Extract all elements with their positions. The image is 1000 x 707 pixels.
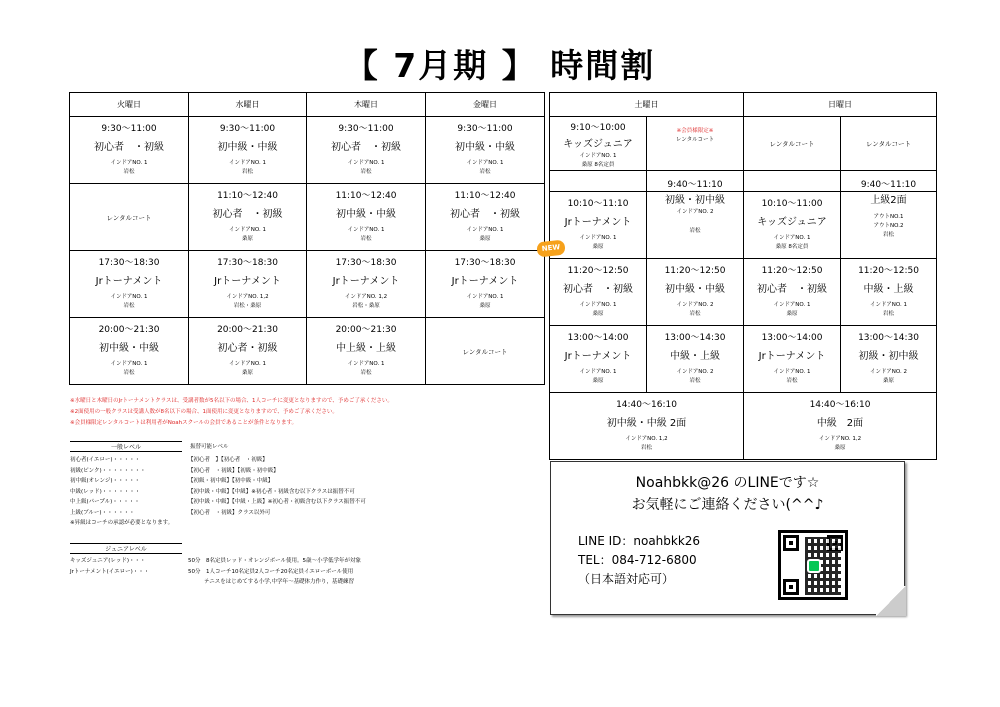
class-cell: 13:00～14:30 初級・初中級 インドアNO. 2 桑原 — [841, 326, 937, 393]
line-contact-card — [550, 461, 905, 615]
rental-cell: レンタルコート — [426, 318, 545, 385]
time-cell: 9:40～11:10 — [841, 171, 937, 192]
members-rental-cell: ※会員様限定※ レンタルコート — [647, 117, 744, 171]
class-cell: 10:10～11:10 Jrトーナメント インドアNO. 1 桑原 — [550, 192, 647, 259]
day-header-tue: 火曜日 — [70, 93, 189, 117]
class-cell-wide: 14:40～16:10 初中級・中級 2面 インドアNO. 1,2 岩松 — [550, 393, 744, 460]
class-cell-cont — [744, 171, 841, 192]
class-cell: 9:30～11:00 初心者 ・初級 インドアNO. 1 岩松 — [70, 117, 189, 184]
class-cell: 9:10～10:00 キッズジュニア インドアNO. 1 桑原 8名定員 — [550, 117, 647, 171]
day-header-wed: 水曜日 — [189, 93, 307, 117]
day-header-sat: 土曜日 — [550, 93, 744, 117]
class-cell: 11:20～12:50 初心者 ・初級 インドアNO. 1 桑原 — [550, 259, 647, 326]
class-cell: 17:30～18:30 Jrトーナメント インドアNO. 1,2 岩松・桑原 — [189, 251, 307, 318]
class-cell: 11:10～12:40 初心者 ・初級 インドアNO. 1 桑原 — [426, 184, 545, 251]
class-cell: 11:10～12:40 初中級・中級 インドアNO. 1 岩松 — [307, 184, 426, 251]
general-level-names: 初心者(イエロー)・・・・・ 初級(ピンク)・・・・・・・・ 初中級(オレンジ)・・・・・ 中級(レッド)・・・・・・・ 中上級(パープル)・・・・・ 上級(ブルー)・・・・・・ ※昇級はコーチの承認が必要となります。 — [70, 457, 174, 526]
class-cell: 17:30～18:30 Jrトーナメント インドアNO. 1 桑原 — [426, 251, 545, 318]
class-cell-cont — [550, 171, 647, 192]
class-cell: 9:30～11:00 初中級・中級 インドアNO. 1 岩松 — [426, 117, 545, 184]
junior-level-desc: 50分 8名定員レッド・オレンジボール使用。5歳～小学低学年が対象 50分 1人コーチ10名定員2人コーチ20名定員イエローボール使用 テニスをはじめてする小学,中学年～基礎体力作り，基礎練習 — [188, 558, 362, 585]
note-line: ※2面使用の一般クラスは受講人数が8名以下の場合、1面使用に変更となりますので、予めご了承ください。 — [70, 409, 338, 415]
class-cell: 10:10～11:00 キッズジュニア インドアNO. 1 桑原 8名定員 — [744, 192, 841, 259]
class-cell: 11:20～12:50 初心者 ・初級 インドアNO. 1 桑原 — [744, 259, 841, 326]
class-cell: 11:20～12:50 中級・上級 インドアNO. 1 岩松 — [841, 259, 937, 326]
transfer-level-heading: 振替可能レベル — [190, 444, 229, 450]
class-cell: 9:30～11:00 初中級・中級 インドアNO. 1 岩松 — [189, 117, 307, 184]
class-cell: 20:00～21:30 初心者・初級 インドアNO. 1 桑原 — [189, 318, 307, 385]
class-cell: 20:00～21:30 初中級・中級 インドアNO. 1 岩松 — [70, 318, 189, 385]
general-level-allowed: 【初心者 】【初心者 ・初級】 【初心者 ・初級】【初級・初中級】 【初級・初中級】【初中級・中級】 【初中級・中級】【中級】※初心者・初級含む以下クラスは振替不可 【初中級・中級】【中級・上級】※初心者・初級含む以下クラス振替不可 【初心者 ・初級】クラス以外可 — [188, 457, 366, 516]
rental-cell: レンタルコート — [744, 117, 841, 171]
time-cell: 9:40～11:10 — [647, 171, 744, 192]
class-cell: 20:00～21:30 中上級・上級 インドアNO. 1 岩松 — [307, 318, 426, 385]
card-heading: Noahbkk@26 のLINEです☆ お気軽にご連絡ください(^^♪ — [631, 475, 824, 513]
qr-code-icon[interactable] — [778, 530, 848, 600]
new-badge: NEW — [536, 240, 565, 258]
rental-cell: レンタルコート — [841, 117, 937, 171]
class-cell: 11:20～12:50 初中級・中級 インドアNO. 2 岩松 — [647, 259, 744, 326]
contact-info — [578, 532, 700, 589]
note-line: ※水曜日と木曜日のJrトーナメントクラスは、受講者数が5名以下の場合、1人コーチに変更となりますので、予めご了承ください。 — [70, 398, 393, 404]
day-header-thu: 木曜日 — [307, 93, 426, 117]
general-level-heading: 一般レベル — [70, 441, 182, 452]
class-cell-wide: 14:40～16:10 中級 2面 インドアNO. 1,2 桑原 — [744, 393, 937, 460]
line-id: LINE ID：noahbkk26 — [578, 534, 701, 548]
note-line: ※会員様限定レンタルコートは利用者がNoahスクールの会員であることが条件となります。 — [70, 420, 298, 426]
junior-level-names: キッズジュニア(レッド)・・・ Jrトーナメント(イエロー)・・・ — [70, 558, 150, 575]
weekend-timetable — [549, 92, 937, 460]
page-title: 【 7月期 】 時間割 — [344, 46, 656, 85]
class-cell: 11:10～12:40 初心者 ・初級 インドアNO. 1 桑原 — [189, 184, 307, 251]
day-header-sun: 日曜日 — [744, 93, 937, 117]
junior-level-heading: ジュニアレベル — [70, 543, 182, 554]
japanese-ok: （日本語対応可） — [578, 572, 675, 586]
day-header-fri: 金曜日 — [426, 93, 545, 117]
rental-cell: レンタルコート — [70, 184, 189, 251]
class-cell: 17:30～18:30 Jrトーナメント インドアNO. 1,2 岩松・桑原 — [307, 251, 426, 318]
class-cell: 初級・初中級 インドアNO. 2 岩松 — [647, 192, 744, 259]
class-cell: 上級2面 アウトNO.1 アウトNO.2 岩松 — [841, 192, 937, 259]
page-curl — [876, 586, 906, 616]
class-cell: 13:00～14:30 中級・上級 インドアNO. 2 岩松 — [647, 326, 744, 393]
notes — [70, 396, 393, 429]
class-cell: 13:00～14:00 Jrトーナメント インドアNO. 1 岩松 — [744, 326, 841, 393]
line-logo-icon — [807, 559, 821, 573]
class-cell: 9:30～11:00 初心者 ・初級 インドアNO. 1 岩松 — [307, 117, 426, 184]
class-cell: 13:00～14:00 Jrトーナメント インドアNO. 1 桑原 — [550, 326, 647, 393]
class-cell: 17:30～18:30 Jrトーナメント インドアNO. 1 岩松 — [70, 251, 189, 318]
weekday-timetable — [69, 92, 545, 385]
tel: TEL：084-712-6800 — [578, 553, 697, 567]
